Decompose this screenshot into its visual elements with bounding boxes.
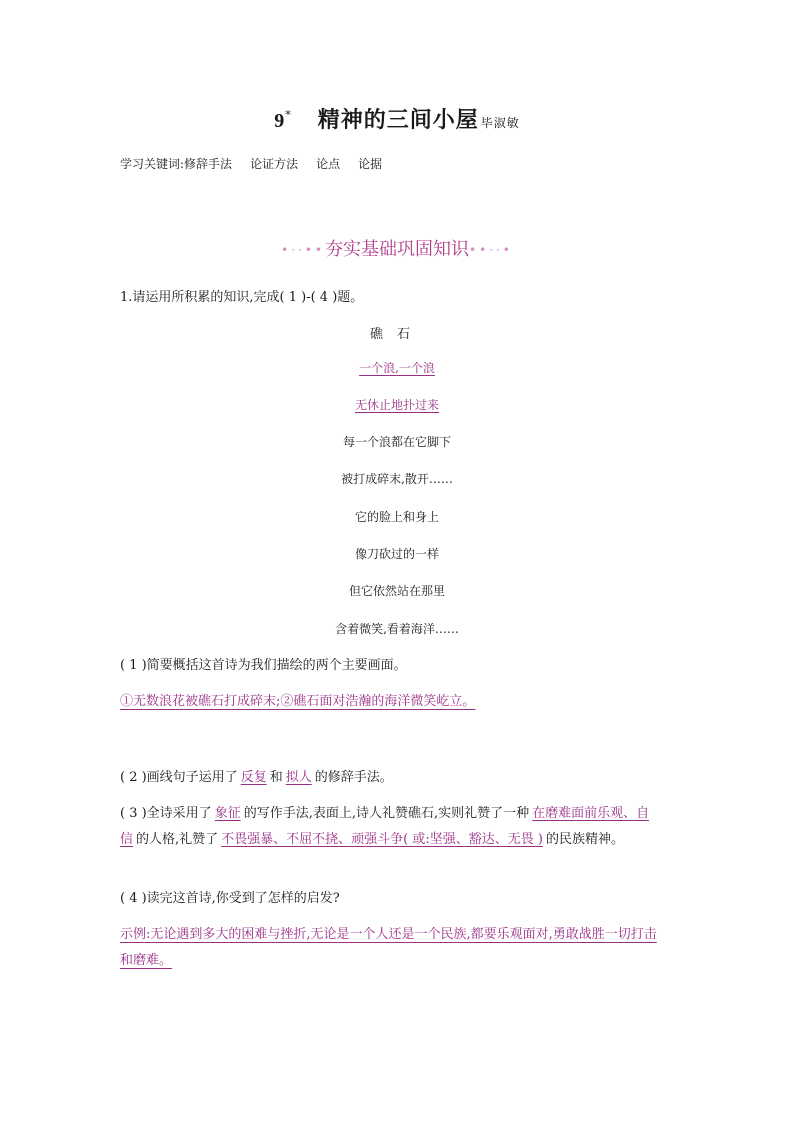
sub-question-3-prefix: ( 3 )全诗采用了 — [120, 806, 212, 821]
keyword-item: 论点 — [316, 157, 341, 171]
answer-blank: 在磨难面前乐观、自信 — [120, 806, 650, 847]
sub-question-3-mid2: 的人格,礼赞了 — [136, 832, 219, 847]
poem-title: 礁石 — [369, 327, 424, 342]
sub-question-2-mid: 和 — [269, 770, 283, 785]
poem-line-underlined: 一个浪,一个浪 — [359, 361, 435, 375]
poem-line: 但它依然站在那里 — [348, 584, 445, 598]
sub-question-2-suffix: 的修辞手法。 — [314, 770, 393, 785]
sub-question-1-answer: ①无数浪花被礁石打成碎末;②礁石面对浩瀚的海洋微笑屹立。 — [120, 694, 476, 709]
poem-line: 像刀砍过的一样 — [354, 547, 439, 561]
answer-blank: 拟人 — [285, 770, 312, 785]
page-title — [0, 103, 794, 134]
poem-line: 它的脸上和身上 — [354, 510, 439, 524]
question-1-stem: 1.请运用所积累的知识,完成( 1 )-( 4 )题。 — [120, 290, 364, 305]
answer-blank: 象征 — [214, 806, 241, 821]
keyword-item: 修辞手法 — [184, 157, 233, 171]
dots-right-decoration: ••··• — [469, 243, 513, 257]
section-heading — [0, 235, 794, 261]
section-heading-text: 夯实基础巩固知识 — [325, 239, 469, 260]
poem-line-underlined: 无休止地扑过来 — [354, 398, 439, 412]
sub-question-3 — [120, 801, 660, 853]
answer-blank: 反复 — [240, 770, 267, 785]
keyword-item: 论据 — [358, 157, 383, 171]
sub-question-4: ( 4 )读完这首诗,你受到了怎样的启发? — [120, 891, 340, 906]
poem-line: 被打成碎末,散开…… — [341, 472, 453, 486]
sub-question-1: ( 1 )简要概括这首诗为我们描绘的两个主要画面。 — [120, 658, 407, 673]
sub-question-2 — [120, 765, 660, 791]
sub-question-4-answer: 示例:无论遇到多大的困难与挫折,无论是一个人还是一个民族,都要乐观面对,勇敢战胜一切打击和磨难。 — [120, 927, 657, 968]
author-name: 毕淑敏 — [480, 116, 520, 130]
keyword-item: 论证方法 — [250, 157, 299, 171]
sub-question-2-prefix: ( 2 )画线句子运用了 — [120, 770, 238, 785]
lesson-title: 精神的三间小屋 — [317, 107, 479, 133]
sub-question-3-suffix: 的民族精神。 — [545, 832, 624, 847]
poem-line — [0, 396, 794, 413]
lesson-number: 9 — [274, 110, 286, 132]
sub-question-3-mid1: 的写作手法,表面上,诗人礼赞礁石,实则礼赞了一种 — [243, 806, 530, 821]
poem-line: 含着微笑,看着海洋…… — [335, 622, 459, 636]
answer-blank: 不畏强暴、不屈不挠、顽强斗争( 或:坚强、豁达、无畏 ) — [221, 832, 543, 847]
poem-line: 每一个浪都在它脚下 — [342, 435, 451, 449]
lesson-star: * — [285, 108, 292, 122]
poem-line — [0, 359, 794, 376]
keywords-label: 学习关键词: — [120, 157, 185, 171]
dots-left-decoration: •··•• — [281, 243, 325, 257]
keywords-line — [120, 155, 382, 172]
